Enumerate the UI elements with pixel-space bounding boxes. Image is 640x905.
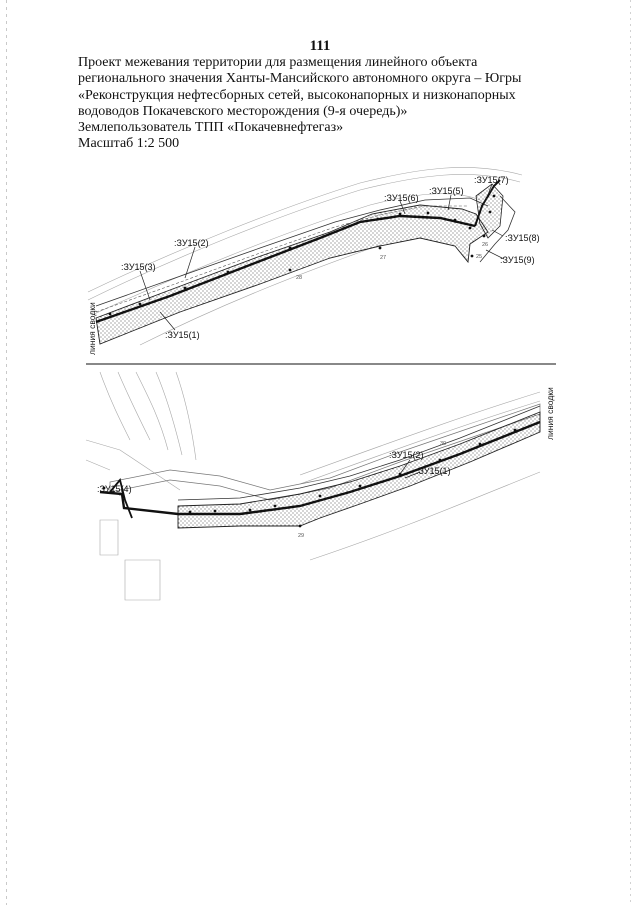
map-number-29: 29: [298, 533, 305, 539]
label-zu15-1: :ЗУ15(1): [165, 330, 200, 340]
title-line-3: «Реконструкция нефтесборных сетей, высоконапорных и низконапорных: [78, 87, 516, 103]
map-number-30: 30: [440, 441, 447, 447]
label-zu15-7: :ЗУ15(7): [474, 175, 509, 185]
label-zu15-4-bottom: :ЗУ15(4): [97, 484, 132, 494]
label-zu15-9: :ЗУ15(9): [500, 255, 535, 265]
label-zu15-2: :ЗУ15(2): [174, 238, 209, 248]
label-zu15-2-bottom: :ЗУ15(2): [389, 450, 424, 460]
match-line-label-bottom: линия сводки: [545, 387, 555, 440]
map-number-26: 26: [482, 242, 489, 248]
scale-line: Масштаб 1:2 500: [78, 136, 180, 152]
label-zu15-1-bottom: :ЗУ15(1): [416, 466, 451, 476]
map-number-27: 27: [380, 255, 387, 261]
parcel-hatched-area-bottom: [178, 412, 540, 528]
match-line-label-top: линия сводки: [87, 302, 97, 355]
label-zu15-6: :ЗУ15(6): [384, 193, 419, 203]
map-bottom: [86, 372, 555, 600]
title-line-2: регионального значения Ханты-Мансийского автономного округа – Югры: [78, 71, 522, 87]
title-line-4: водоводов Покачевского месторождения (9-я очередь)»: [78, 103, 408, 119]
map-number-25: 25: [476, 254, 483, 260]
label-zu15-5: :ЗУ15(5): [429, 186, 464, 196]
background-contours-bottom: [86, 372, 540, 600]
page-number: 111: [309, 38, 331, 54]
map-number-28: 28: [296, 275, 303, 281]
title-line-1: Проект межевания территории для размещения линейного объекта: [78, 55, 478, 70]
label-zu15-8: :ЗУ15(8): [505, 233, 540, 243]
map-top: [87, 167, 540, 355]
parcel-hatched-area: [96, 205, 488, 344]
label-zu15-3: :ЗУ15(3): [121, 262, 156, 272]
land-user-line: Землепользователь ТПП «Покачевнефтегаз»: [78, 120, 344, 136]
